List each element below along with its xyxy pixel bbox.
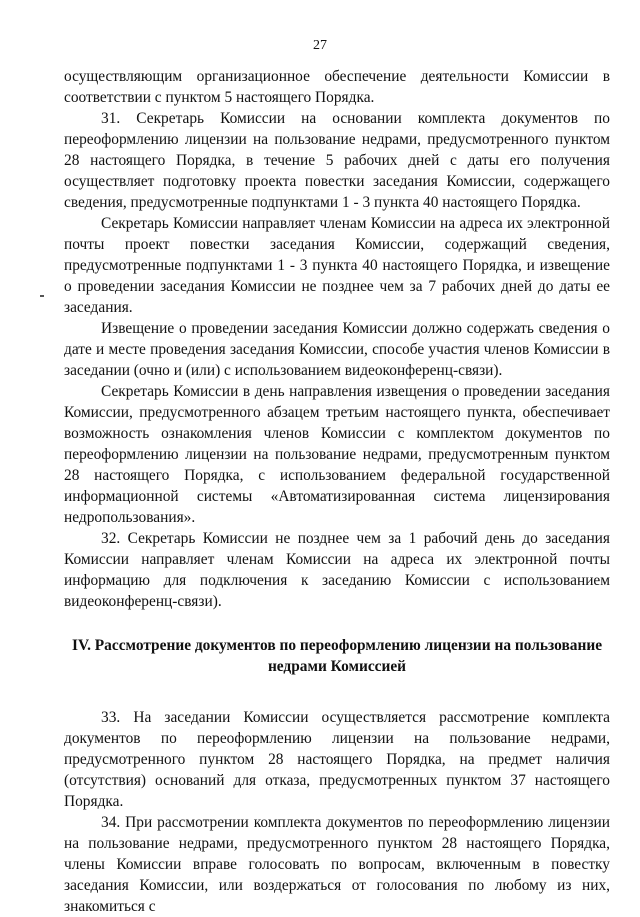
paragraph-item-31: 31. Секретарь Комиссии на основании комплекта документов по переоформлению лицензии на пользование недрами, предусмотренного пунктом 28 настоящего Порядка, в течение 5 рабочих дней с даты его получения осуществляет подготовку проекта повестки заседания Комиссии, содержащего сведения, предусмотренные подпунктами 1 - 3 пункта 40 настоящего Порядка. <box>64 110 610 211</box>
paragraph-item-32: 32. Секретарь Комиссии не позднее чем за 1 рабочий день до заседания Комиссии направляет членам Комиссии на адреса их электронной почты информацию для подключения к заседанию Комиссии с использованием видеоконференц-связи). <box>64 530 610 610</box>
margin-mark <box>40 295 44 297</box>
page-number: 27 <box>313 38 327 53</box>
paragraph-item-33: 33. На заседании Комиссии осуществляется рассмотрение комплекта документов по переоформлению лицензии на пользование недрами, предусмотренного пунктом 28 настоящего Порядка, на предмет наличия (отсутствия) оснований для отказа, предусмотренных пунктом 37 настоящего Порядка. <box>64 709 610 810</box>
document-body <box>64 66 610 917</box>
paragraph-notice-content: Извещение о проведении заседания Комиссии должно содержать сведения о дате и месте проведения заседания Комиссии, способе участия членов Комиссии в заседании (очно и (или) с использованием видеоконференц-связи). <box>64 320 610 379</box>
section-heading <box>64 635 610 677</box>
section-heading-line-2: недрами Комиссией <box>267 658 407 675</box>
section-heading-line-1: IV. Рассмотрение документов по переоформлению лицензии на пользование <box>71 637 603 654</box>
paragraph-item-34: 34. При рассмотрении комплекта документов по переоформлению лицензии на пользование недрами, предусмотренного пунктом 28 настоящего Порядка, члены Комиссии вправе голосовать по вопросам, включенным в повестку заседания Комиссии, или воздержаться от голосования по любому из них, знакомиться с <box>64 814 610 915</box>
paragraph-agenda-notice: Секретарь Комиссии направляет членам Комиссии на адреса их электронной почты проект повестки заседания Комиссии, содержащий сведения, предусмотренные подпунктами 1 - 3 пункта 40 настоящего Порядка, и извещение о проведении заседания Комиссии не позднее чем за 7 рабочих дней до даты ее заседания. <box>64 215 610 316</box>
paragraph-continuation: осуществляющим организационное обеспечение деятельности Комиссии в соответствии с пунктом 5 настоящего Порядка. <box>64 68 610 106</box>
paragraph-document-access: Секретарь Комиссии в день направления извещения о проведении заседания Комиссии, предусмотренного абзацем третьим настоящего пункта, обеспечивает возможность ознакомления членов Комиссии с комплектом документов по переоформлению лицензии на пользование недрами, предусмотренным пунктом 28 настоящего Порядка, с использованием федеральной государственной информационной системы «Автоматизированная система лицензирования недропользования». <box>64 383 610 526</box>
